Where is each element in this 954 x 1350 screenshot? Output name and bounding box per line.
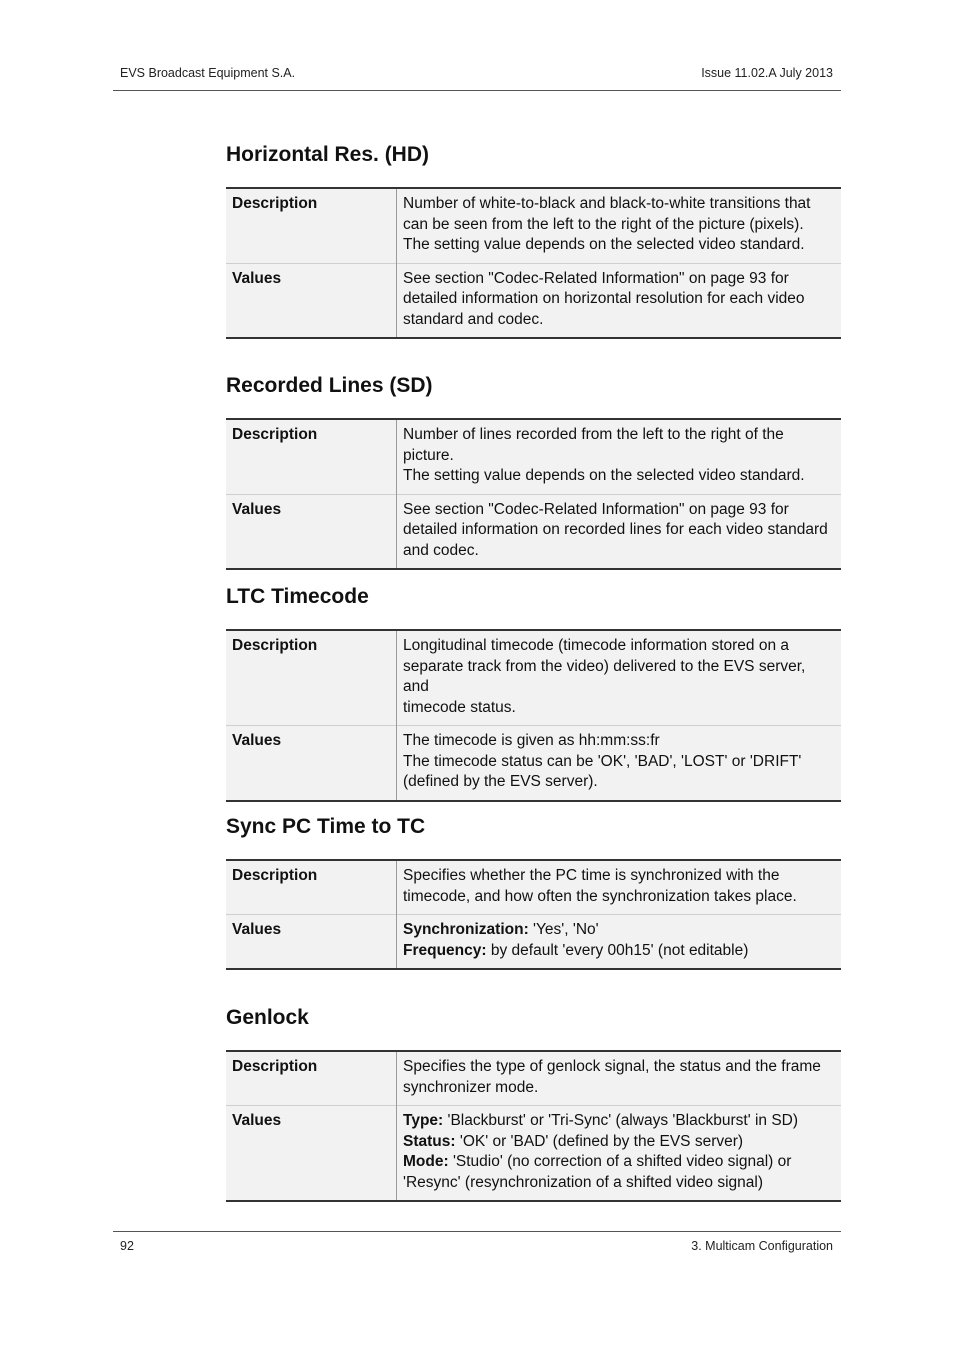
page-header [113,66,841,91]
text-line [403,1132,835,1153]
page-number: 92 [120,1239,134,1253]
section-genlock [226,1005,841,1202]
row-value [397,1106,842,1202]
value-text: by default 'every 00h15' (not editable) [486,941,749,959]
property-table [226,1050,841,1202]
table-row [226,494,841,569]
text-line: Number of lines recorded from the left to the right of the picture. [403,426,784,464]
row-value [397,494,842,569]
row-value [397,860,842,915]
section-title: Horizontal Res. (HD) [226,143,430,166]
page-footer [113,1231,841,1256]
text-line [403,920,835,941]
row-value [397,630,842,726]
section-title: Sync PC Time to TC [226,815,426,838]
text-line: Specifies the type of genlock signal, the status and the frame [403,1058,821,1075]
property-table [226,629,841,802]
row-value [397,188,842,263]
row-label: Description [226,419,397,494]
property-table [226,859,841,970]
value-label: Frequency: [403,941,487,959]
row-label: Values [226,494,397,569]
row-label: Values [226,726,397,801]
value-label: Type: [403,1112,444,1129]
table-row [226,915,841,970]
table-row [226,726,841,801]
property-table [226,418,841,570]
row-label: Description [226,1051,397,1106]
value-label: Mode: [403,1153,449,1170]
section-horizontal-res [226,142,841,339]
text-line: synchronizer mode. [403,1078,539,1096]
text-line: separate track from the video) delivered to the EVS server, and [403,657,806,695]
text-line: standard and codec. [403,310,544,328]
table-row [226,188,841,263]
row-value [397,419,842,494]
section-title: LTC Timecode [226,585,369,608]
text-line: timecode status. [403,698,516,716]
header-issue: Issue 11.02.A July 2013 [701,66,833,80]
row-label: Description [226,630,397,726]
value-text: 'Blackburst' or 'Tri-Sync' (always 'Blackburst' in SD) [443,1112,799,1129]
row-label: Description [226,188,397,263]
text-line [403,1111,835,1132]
value-text: 'Resync' (resynchronization of a shifted video signal) [403,1173,764,1191]
text-line: The setting value depends on the selected video standard. [403,467,805,484]
value-text: 'Studio' (no correction of a shifted video signal) or [448,1153,792,1170]
section-ltc-timecode [226,584,841,802]
row-value [397,915,842,970]
value-label: Status: [403,1132,456,1150]
table-row [226,419,841,494]
text-line [403,1173,835,1194]
text-line [403,1152,835,1173]
table-row [226,1051,841,1106]
text-line: Longitudinal timecode (timecode information stored on a [403,637,790,654]
row-label: Values [226,915,397,970]
section-recorded-lines [226,373,841,570]
row-value [397,263,842,338]
table-row [226,630,841,726]
text-line: See section "Codec-Related Information" on page 93 for [403,269,789,287]
row-label: Description [226,860,397,915]
row-value [397,1051,842,1106]
table-row [226,1106,841,1202]
section-title: Genlock [226,1006,309,1029]
text-line: The setting value depends on the selected video standard. [403,236,805,253]
text-line: (defined by the EVS server). [403,773,598,790]
text-line [403,941,835,962]
chapter-title: 3. Multicam Configuration [691,1239,833,1253]
value-text: 'Yes', 'No' [528,921,599,938]
text-line: detailed information on recorded lines for each video standard [403,521,828,538]
text-line: Specifies whether the PC time is synchronized with the [403,867,780,884]
text-line: The timecode status can be 'OK', 'BAD', 'LOST' or 'DRIFT' [403,752,802,770]
section-sync-pc-time [226,814,841,970]
value-text: 'OK' or 'BAD' (defined by the EVS server) [455,1132,744,1150]
row-value [397,726,842,801]
text-line: See section "Codec-Related Information" on page 93 for [403,500,789,518]
text-line: can be seen from the left to the right of the picture (pixels). [403,215,804,233]
text-line: timecode, and how often the synchronization takes place. [403,887,797,905]
section-title: Recorded Lines (SD) [226,374,433,397]
table-row [226,860,841,915]
table-row [226,263,841,338]
property-table [226,187,841,339]
text-line: Number of white-to-black and black-to-white transitions that [403,195,811,212]
row-label: Values [226,263,397,338]
row-label: Values [226,1106,397,1202]
text-line: detailed information on horizontal resolution for each video [403,290,805,307]
text-line: and codec. [403,541,479,559]
text-line: The timecode is given as hh:mm:ss:fr [403,732,660,749]
header-company: EVS Broadcast Equipment S.A. [120,66,296,80]
value-label: Synchronization: [403,921,529,938]
